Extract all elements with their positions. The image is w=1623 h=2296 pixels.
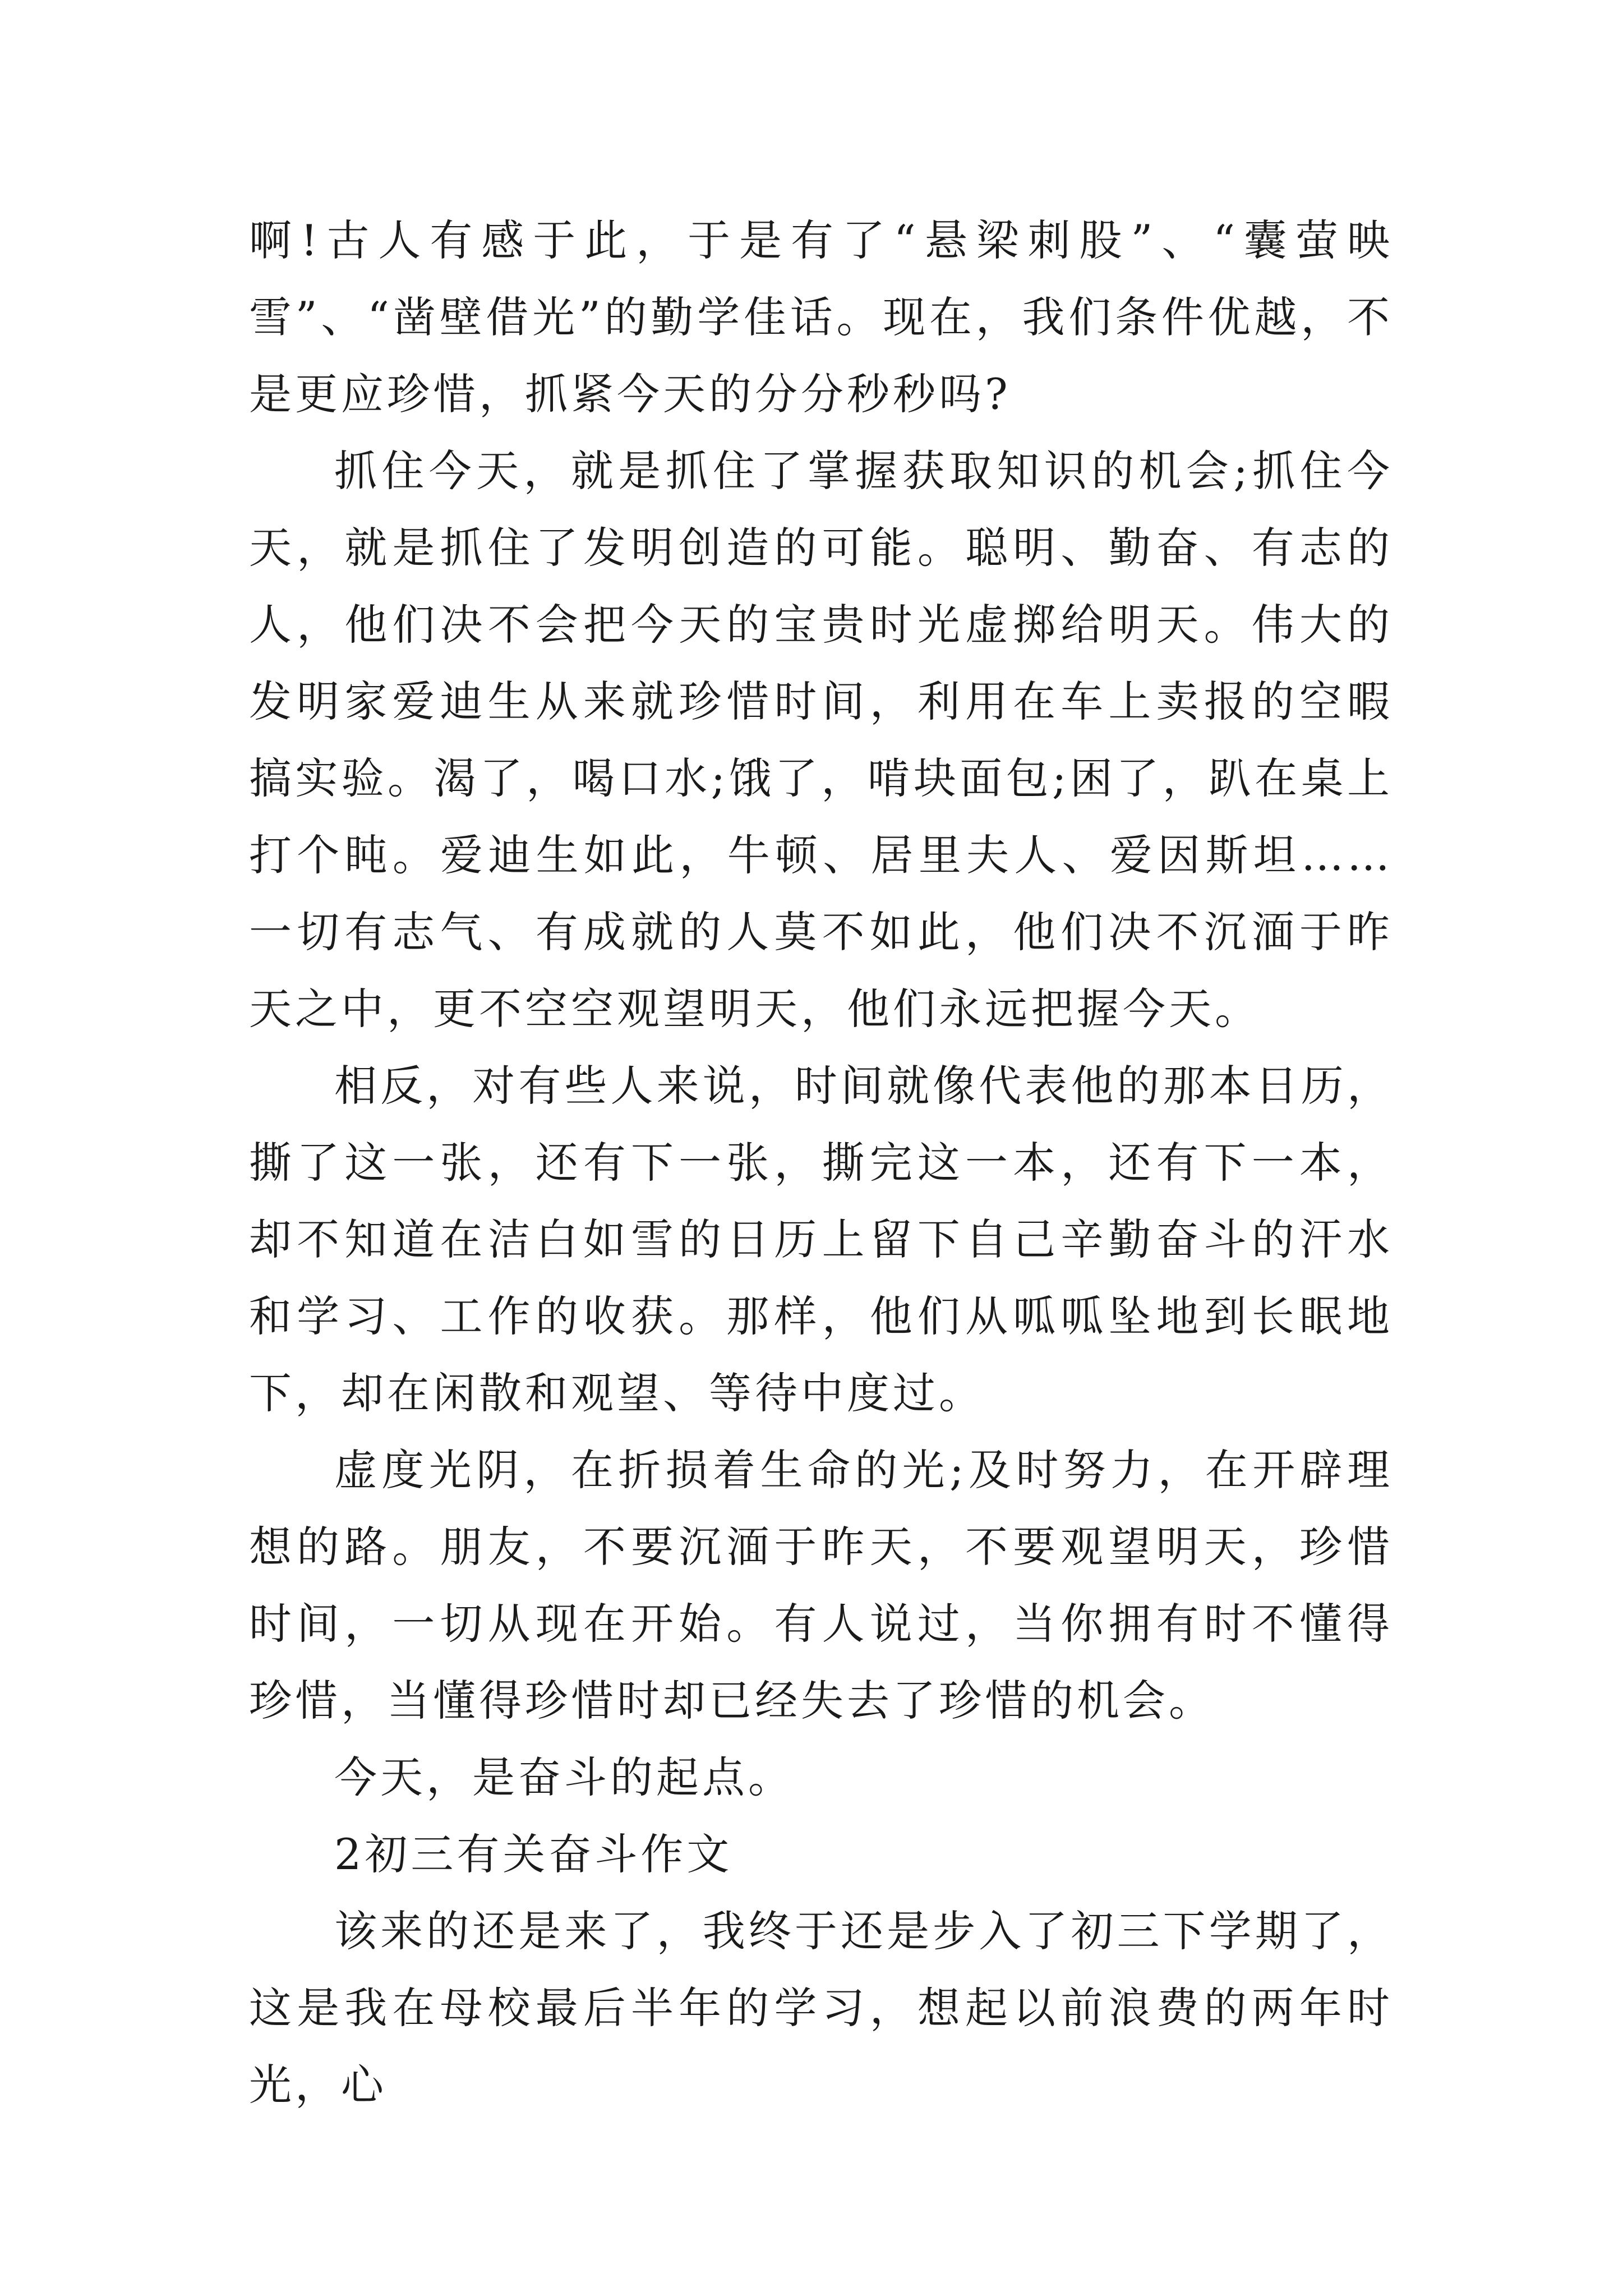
paragraph: 抓住今天，就是抓住了掌握获取知识的机会;抓住今天，就是抓住了发明创造的可能。聪明、勤奋、有志的人，他们决不会把今天的宝贵时光虚掷给明天。伟大的发明家爱迪生从来就珍惜时间，利用在车上卖报的空暇搞实验。渴了，喝口水;饿了，啃块面包;困了，趴在桌上打个盹。爱迪生如此，牛顿、居里夫人、爱因斯坦……一切有志气、有成就的人莫不如此，他们决不沉湎于昨天之中，更不空空观望明天，他们永远把握今天。 — [249, 446, 1393, 1034]
document-body — [249, 202, 1393, 2123]
paragraph: 啊!古人有感于此，于是有了“悬梁刺股”、“囊萤映雪”、“凿壁借光”的勤学佳话。现在，我们条件优越，不是更应珍惜，抓紧今天的分分秒秒吗? — [249, 215, 1393, 419]
paragraph: 相反，对有些人来说，时间就像代表他的那本日历，撕了这一张，还有下一张，撕完这一本，还有下一本，却不知道在洁白如雪的日历上留下自己辛勤奋斗的汗水和学习、工作的收获。那样，他们从呱呱坠地到长眠地下，却在闲散和观望、等待中度过。 — [249, 1061, 1393, 1418]
paragraph: 虚度光阴，在折损着生命的光;及时努力，在开辟理想的路。朋友，不要沉湎于昨天，不要观望明天，珍惜时间，一切从现在开始。有人说过，当你拥有时不懂得珍惜，当懂得珍惜时却已经失去了珍惜的机会。 — [249, 1445, 1393, 1726]
paragraph: 今天，是奋斗的起点。 — [334, 1752, 794, 1802]
section-heading: 2初三有关奋斗作文 — [334, 1829, 733, 1879]
paragraph: 该来的还是来了，我终于还是步入了初三下学期了，这是我在母校最后半年的学习，想起以前浪费的两年时光，心 — [249, 1906, 1393, 2110]
